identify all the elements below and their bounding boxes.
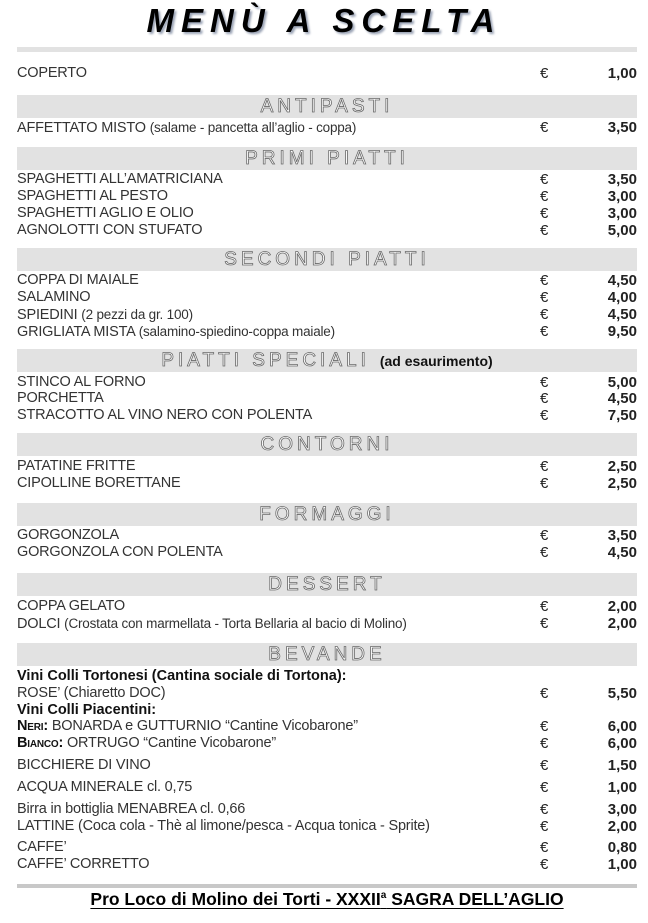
- menu-item: [17, 407, 637, 424]
- item-price: 1,00: [607, 779, 637, 796]
- menu-item: [17, 119, 637, 136]
- item-price: 2,00: [607, 818, 637, 835]
- euro-icon: €: [540, 188, 549, 205]
- item-name: Birra in bottiglia MENABREA cl. 0,66: [17, 801, 246, 817]
- item-detail: (salame - pancetta all’aglio - coppa): [149, 120, 357, 135]
- menu-item: [17, 779, 637, 796]
- euro-icon: €: [540, 718, 549, 735]
- menu-item: [17, 188, 637, 205]
- menu-item: [17, 856, 637, 873]
- euro-icon: €: [540, 779, 549, 796]
- menu-item: [17, 544, 637, 561]
- item-name: GORGONZOLA CON POLENTA: [17, 544, 223, 560]
- item-name: ACQUA MINERALE cl. 0,75: [17, 779, 193, 795]
- euro-icon: €: [540, 458, 549, 475]
- euro-icon: €: [540, 407, 549, 424]
- item-name: BICCHIERE DI VINO: [17, 757, 151, 773]
- euro-icon: €: [540, 527, 549, 544]
- item-price: 6,00: [607, 718, 637, 735]
- item-price: 4,50: [607, 390, 637, 407]
- item-name: COPPA DI MAIALE: [17, 272, 139, 288]
- section-header-antipasti: ANTIPASTI: [17, 95, 637, 118]
- euro-icon: €: [540, 171, 549, 188]
- euro-icon: €: [540, 475, 549, 492]
- item-name: SALAMINO: [17, 289, 91, 305]
- item-price: 3,50: [607, 171, 637, 188]
- section-header-dessert: DESSERT: [17, 573, 637, 596]
- euro-icon: €: [540, 818, 549, 835]
- item-price: 5,50: [607, 685, 637, 702]
- item-detail: (2 pezzi da gr. 100): [81, 307, 193, 322]
- item-name: COPERTO: [17, 65, 87, 81]
- menu-item: [17, 222, 637, 239]
- section-header-contorni: CONTORNI: [17, 433, 637, 456]
- euro-icon: €: [540, 615, 549, 632]
- item-price: 3,50: [607, 527, 637, 544]
- menu-item: [17, 685, 637, 702]
- menu-item: [17, 527, 637, 544]
- item-name: LATTINE (Coca cola - Thè al limone/pesca - Acqua tonica - Sprite): [17, 818, 430, 834]
- menu-item-coperto: [17, 65, 637, 82]
- menu-item: [17, 374, 637, 391]
- item-label: Neri:: [17, 718, 48, 734]
- footer-title: [17, 889, 637, 910]
- item-price: 4,50: [607, 272, 637, 289]
- item-detail: (salamino-spiedino-coppa maiale): [138, 324, 335, 339]
- euro-icon: €: [540, 685, 549, 702]
- item-name: ROSE’ (Chiaretto DOC): [17, 685, 166, 701]
- euro-icon: €: [540, 119, 549, 136]
- menu-item: [17, 272, 637, 289]
- section-note: (ad esaurimento): [379, 353, 493, 369]
- menu-item: [17, 171, 637, 188]
- footer-text: Pro Loco di Molino dei Torti - XXXII: [90, 889, 381, 909]
- item-price: 2,50: [607, 475, 637, 492]
- item-name: BONARDA e GUTTURNIO “Cantine Vicobarone”: [51, 718, 358, 734]
- section-header-primi: PRIMI PIATTI: [17, 147, 637, 170]
- subheading-tortonesi: Vini Colli Tortonesi (Cantina sociale di Tortona):: [17, 668, 347, 684]
- euro-icon: €: [540, 839, 549, 856]
- item-name: CAFFE’: [17, 839, 67, 855]
- item-price: 5,00: [607, 374, 637, 391]
- item-name: COPPA GELATO: [17, 598, 125, 614]
- item-price: 2,50: [607, 458, 637, 475]
- euro-icon: €: [540, 598, 549, 615]
- item-name: AFFETTATO MISTO: [17, 120, 146, 136]
- euro-icon: €: [540, 306, 549, 323]
- section-title: PIATTI SPECIALI: [161, 350, 370, 371]
- item-price: 6,00: [607, 735, 637, 752]
- menu-title: MENÙ A SCELTA: [146, 2, 502, 39]
- menu-item: [17, 818, 637, 835]
- item-name: PORCHETTA: [17, 390, 104, 406]
- menu-item: [17, 475, 637, 492]
- section-header-secondi: SECONDI PIATTI: [17, 248, 637, 271]
- item-name: CIPOLLINE BORETTANE: [17, 475, 181, 491]
- item-name: PATATINE FRITTE: [17, 458, 136, 474]
- footer-text: SAGRA DELL’AGLIO: [386, 889, 564, 909]
- item-price: 5,00: [607, 222, 637, 239]
- item-price: 4,00: [607, 289, 637, 306]
- item-price: 2,00: [607, 598, 637, 615]
- section-header-formaggi: FORMAGGI: [17, 503, 637, 526]
- item-price: 1,00: [607, 856, 637, 873]
- euro-icon: €: [540, 735, 549, 752]
- item-price: 2,00: [607, 615, 637, 632]
- item-price: 4,50: [607, 306, 637, 323]
- item-price: 3,00: [607, 205, 637, 222]
- item-name: SPAGHETTI ALL’AMATRICIANA: [17, 171, 223, 187]
- item-name: SPIEDINI: [17, 307, 78, 323]
- euro-icon: €: [540, 205, 549, 222]
- euro-icon: €: [540, 374, 549, 391]
- menu-item: [17, 801, 637, 818]
- item-name: GORGONZOLA: [17, 527, 119, 543]
- divider: [17, 47, 637, 52]
- euro-icon: €: [540, 272, 549, 289]
- euro-icon: €: [540, 390, 549, 407]
- item-name: STINCO AL FORNO: [17, 374, 146, 390]
- item-price: 1,00: [607, 65, 637, 82]
- menu-item: [17, 735, 637, 752]
- menu-item: [17, 718, 637, 735]
- menu-item: [17, 205, 637, 222]
- item-name: SPAGHETTI AL PESTO: [17, 188, 168, 204]
- euro-icon: €: [540, 222, 549, 239]
- euro-icon: €: [540, 544, 549, 561]
- menu-item: [17, 306, 637, 323]
- section-header-speciali: [17, 349, 637, 372]
- section-header-bevande: BEVANDE: [17, 643, 637, 666]
- item-name: CAFFE’ CORRETTO: [17, 856, 150, 872]
- menu-item: [17, 458, 637, 475]
- item-name: DOLCI: [17, 616, 61, 632]
- divider: [17, 884, 637, 888]
- item-name: STRACOTTO AL VINO NERO CON POLENTA: [17, 407, 313, 423]
- item-detail: (Crostata con marmellata - Torta Bellaria al bacio di Molino): [64, 616, 407, 631]
- item-price: 3,50: [607, 119, 637, 136]
- menu-item: [17, 757, 637, 774]
- item-label: Bianco:: [17, 735, 64, 751]
- euro-icon: €: [540, 65, 549, 82]
- item-price: 7,50: [607, 407, 637, 424]
- item-name: ORTRUGO “Cantine Vicobarone”: [66, 735, 277, 751]
- subheading-piacentini: Vini Colli Piacentini:: [17, 702, 157, 718]
- item-name: AGNOLOTTI CON STUFATO: [17, 222, 203, 238]
- menu-item: [17, 615, 637, 632]
- menu-item: [17, 289, 637, 306]
- item-price: 3,00: [607, 801, 637, 818]
- menu-item: [17, 323, 637, 340]
- item-price: 4,50: [607, 544, 637, 561]
- footer-superscript: a: [380, 890, 387, 902]
- euro-icon: €: [540, 856, 549, 873]
- menu-item: [17, 390, 637, 407]
- item-name: SPAGHETTI AGLIO E OLIO: [17, 205, 194, 221]
- item-price: 1,50: [607, 757, 637, 774]
- menu-item: [17, 598, 637, 615]
- euro-icon: €: [540, 323, 549, 340]
- item-price: 9,50: [607, 323, 637, 340]
- item-name: GRIGLIATA MISTA: [17, 324, 135, 340]
- euro-icon: €: [540, 289, 549, 306]
- euro-icon: €: [540, 757, 549, 774]
- item-price: 3,00: [607, 188, 637, 205]
- item-price: 0,80: [607, 839, 637, 856]
- euro-icon: €: [540, 801, 549, 818]
- menu-item: [17, 839, 637, 856]
